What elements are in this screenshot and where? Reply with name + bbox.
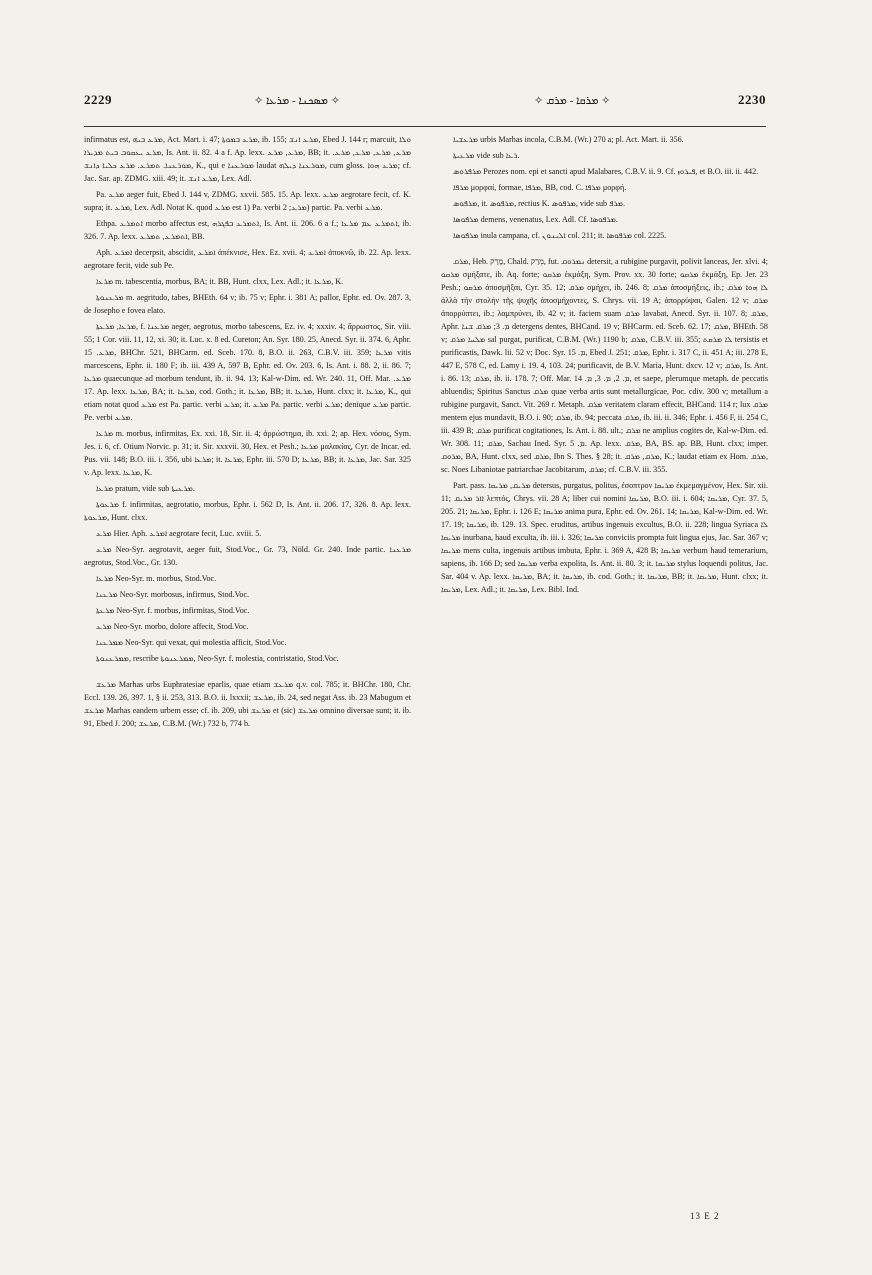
header-rule xyxy=(84,126,766,127)
dictionary-entry: Ethpa. ܐܬܡܪܥ morbo affectus est, ܐܬܡܪܥ ܒܦܓܪܗ, Is. Ant. ii. 206. 6 a f.; ܐܬܡܪܥ ܥܡ ܡܪܥܐ, ib. 326. 7. Ap. lexx. ܐܬܡܪܥ, ܬܡܪܥ, BB. xyxy=(84,219,411,241)
dictionary-entry: ܡܡܪܥܢܘܬܐ, rescribe ܡܡܪܥܢܘܬܐ, Neo-Syr. f. molestia, contristatio, Stod.Voc. xyxy=(96,654,339,663)
dictionary-entry: ܡܪܥܫ Marhas urbs Euphratesiae eparlis, quae etiam ܡܪܥܫ q.v. col. 785; it. BHChr. 180, Chr. Eccl. 139. 26, 397. 1, § ii. 253, 313. B.O. ii. lxxxii; ܡܪܥܫ, ib. 24, sed negat Ass. ib. 23 Mabugum et ܡܪܥܫ Marhas eandem urbem esse; cf. ib. 209, ubi ܡܪܥܫ et (sic) ܡܪܥܫ omnino diversae sunt; it. ib. 91, Ebed J. 200; ܡܪܥܫ, C.B.M. (Wr.) 732 b, 774 b. xyxy=(84,680,412,728)
dictionary-entry: ܡܪܦܘܣܐ demens, venenatus, Lex. Adl. Cf. ܡܪܦܘܣܐ. xyxy=(453,215,618,224)
dictionary-entry: ܡܪܥܬܐ Neo-Syr. f. morbus, infirmitas, Stod.Voc. xyxy=(96,606,250,615)
dictionary-entry: ܡܪܩ, Heb. מָרַק, Chald. מְרַק, fut. ܢܡܪܘܩ detersit, a rubigine purgavit, polivit lanceas, Jer. xlvi. 4; ܡܪܩܘ σμήξατε, ib. Aq. forte; ܡܪܩܘ ἐκμάξη, Sym. Prov. xx. 30 forte; ܡܪܩܘ ἐκμάξη, Ep. Jer. 23 Pesh.; ܡܪܩܘ ἀποσμῆξαι, Cyr. 35. 12; ܡܪܩ σμήχει, ib. 246. 8; ܡܪܩ ἀποσμήξεις, ib.; ܠܐ ܗܘܐ ܡܪܩ ἀλλὰ τὴν στολὴν τῆς ψυχῆς ἀποσμήχοντες, S. Chrys. vii. 19 A; ἀπορρύψαι, Galen. 12 v; ܡܪܩ ἀπορρύπτει, ib.; λαμπρύνει, ib. 42 v; it. faciem suam ܡܪܩ lavabat, Anecd. Syr. ii. 107. 8; ܡܪܩ, Aphr. ܡ. 3; ܡܪܩ ܫܢܐ detergens dentes, BHCand. 19 v; BHCarm. ed. Sceb. 62. 17; ܡܪܩ, BHEth. 58 v; ܡܠܚܐ ܡܪܩ sal purgat, purificat, C.B.M. (Wr.) 1190 b; ܡܪܩ, C.B.V. iii. 355; ܠܐ ܡܪܩܬ tersistis et purificastis, Dawk. lii. 52 v; Doc. Syr. ܡ. 15, Ebed J. 251; ܡܪܩ, Ephr. i. 317 C, ii. 451 A; iii. 278 E, 447 E, 578 C, ed. Lamy i. 19. 4, 103. 24; purificavit, de B.V. Maria, Hunt. dxcv. 12 v; ܡܪܩ, Is. Ant. i. 86. 13; ܡܪܩ, ib. ii. 178. 7; Off. Mar. ܡ. 2, ܡ. 3, ܡ. 14, et saepe, plerumque metaph. de peccatis abluendis; Spiritus Sanctus ܡܪܩ quae verba artis sunt metallurgicae, Poc. cdiv. 300 v; metallum a rubigine purgavit, Sanct. Vit. 269 r. Metaph. ܡܪܩ veritatem claram effecit, BHCand. 114 r; lux ܡܪܩ mentem ejus mundavit, B.O. i. 90; ܡܪܩ, ib. 94; peccata ܡܪܩ, ib. iii. ii. 346; Ephr. i. 456 F, ii. 254 C, iii. 439 B; ܡܪܩ purificat cogitationes, Is. Ant. i. 88. ult.; ܡܪܩ ne amplius cogites de, Kal-w-Dim. ed. Wr. 308. 11; ܡܪܩ, Sachau Ined. Syr. ܡ. 5. Ap. lexx. ܡܪܩ, BA, BS. ap. BB, Hunt. clxx; imper. ܡܪܘܩ, BA, Hunt. clxx, sed ܡܪܩ, Ibn S. Thes. § 28; it. ܡܪܩ, ܡܪܩ, K.; laudat etiam ex Hom. ܡܪܩ, sc. Noes Libaniotae patriarchae Jacobitarum, ܡܪܩ; cf. C.B.V. iii. 355. xyxy=(441,257,769,474)
dictionary-entry: ܡܪܥܘܬܐ f. infirmitas, aegrotatio, morbus, Ephr. i. 562 D, Is. Ant. ii. 206. 17, 326. 8. Ap. lexx. ܡܪܥܘܬܐ, Hunt. clxx. xyxy=(84,500,411,522)
dictionary-entry: ܡܪܥܢܘܬܐ m. aegritudo, tabes, BHEth. 64 v; ib. 75 v; Ephr. i. 381 A; pallor, Ephr. ed. Ov. 287. 3, de Josepho e fovea elato. xyxy=(84,293,411,315)
dictionary-entry: ܡܪܦܘܣ, it. ܡܪܦܘܣ, rectius K. ܡܪܦܘܣ, vide sub ܡܪܦ. xyxy=(453,199,626,208)
page-number-right: 2230 xyxy=(738,92,766,107)
running-head-right: ✧ ܡܪܩܐ - ܡܪܩ ✧ xyxy=(534,95,611,107)
dictionary-entry: ܡܪܥܐ, ܡܪܥܬܐ, f. ܡܪܥܢܐ aeger, aegrotus, morbo tabescens, Ez. iv. 4; xxxiv. 4; ἄρρωστος, Sir. viii. 55; 1 Cor. viii. 11, 12, xi. 30; it. Luc. x. 8 ed. Cureton; An. Syr. 180. 25, Anecd. Syr. ii. 374. 6, Aphr. ܡܪܥ. 15, BHChr. 521, BHCarm. ed. Sceb. 170. 8, B.O. ii. 263, C.B.V. iii. 359; ܡܪܥܐ vitis marcescens, Ephr. ii. 180 F; ib. iii. 439 A, 597 B, Ephr. ed. Ov. 203. 6, Is. Ant. i. 88. 2, ii. 86. 7; ܡܪܥܐ quaecunque ad morbum tendunt, ib. ii. 94. 13; Kal-w-Dim. ed. Wr. 240. 11, Off. Mar. ܡܪܥ. 17. Ap. lexx. ܡܪܥܐ, BA; it. ܡܪܥܐ, cod. Goth.; it. ܡܪܥܐ, BB; it. ܡܪܥܐ, Hunt. clxx; it. ܡܪܥܐ, K., qui etiam notat quod ܡܪܥ est Pa. partic. verbi ܡܪܥ; it. ܡܪܥ Pa. partic. verbi ܡܪܥ; denique ܡܪܥ partic. Pe. verbi ܡܪܥ. xyxy=(84,322,411,422)
section-gap xyxy=(441,245,768,255)
dictionary-entry: ܡܪܥ Hier. Aph. ܐܡܪܥ aegrotare fecit, Luc. xviii. 5. xyxy=(96,529,262,538)
section-gap xyxy=(84,668,411,678)
right-column xyxy=(441,133,768,599)
dictionary-entry: ܡܪܦܐ μορφαί, formae, ܡܪܦܐ, BB, cod. C. ܡܪܦܐ μορφή. xyxy=(453,183,627,192)
signature-mark: 13 E 2 xyxy=(690,1211,720,1221)
dictionary-entry: Part. pass. ܡܪܝܩ, ܡܪܝܩܐ detersus, purgatus, politus, ἐσοπτρον ܡܪܝܩܐ ἐκμεμαγμένον, Hex. Sir. xii. 11; ܐܐܪ ܡܪܝܩ λεπτός, Chrys. vii. 28 A; liber cui nomini ܡܪܝܩܐ, B.O. iii. i. 604; ܡܪܝܩܐ, Cyr. 37. 5, 205. 21; ܡܪܝܩܐ, Ephr. i. 126 E; ܡܪܝܩܐ anima pura, Ephr. ed. Ov. 261. 14; ܡܪܝܩܐ, Kal-w-Dim. ed. Wr. 17. 19; ܡܪܝܩܐ, ib. 129. 13. Spec. eruditus, artibus ingenuis excultus, B.O. ii. 228; lingua Syriaca ܠܐ ܡܪܝܩܐ inurbana, haud exculta, ib. iii. i. 326; ܡܪܝܩܐ conviciis prompta fuit lingua ejus, Jac. Sar. 367 v; ܡܪܝܩܐ mens culta, ingenuis artibus imbuta, Ephr. i. 369 A, 428 B; ܡܪܝܩܐ verbum haud temerarium, sapiens, ib. 166 D; sed ܡܪܝܩܐ verba expolita, Is. Ant. ii. 80. 3; it. ܡܪܝܩܐ stylus loquendi politus, Jac. Sar. 404 v. Ap. lexx. ܡܪܝܩܐ, BA; it. ܡܪܝܩܐ, ib. cod. Goth.; it. ܡܪܝܩܐ, BB; it. ܡܪܝܩܐ, Hunt. clxx; it. ܡܪܝܩܐ, Lex. Adl.; it. ܡܪܝܩܐ, Lex. Bibl. Ind. xyxy=(441,481,769,594)
dictionary-entry: ܡܪܥܫܝܐ urbis Marhas incola, C.B.M. (Wr.) 270 a; pl. Act. Mart. ii. 356. xyxy=(453,135,684,144)
dictionary-entry: infirmatus est, ܡܪܥ ܒܝܗ, Act. Mart. i. 47; ܡܪܥ ܒܡܘܬܐ, ib. 155; ܡܪܥ ܐܢܫ, Ebed J. 144 r; marcuit, ܘܠܐ ܡܪܥ ܝܥܩܘܒ ܒܝܬ ܡܕܝܪܐ, Is. Ant. ii. 82. 4 a f. Ap. lexx. ܡܪܥ, ܡܪܥ, BB; it. ܡܪܥ, ܡܪܥ, ܡܪܥ, ܡܪܥ. ܡܘܪܥܢܐ. ܬܡܪܥ. ܡܪܥ ܟܠܝܐ ܕܐܢܫ, K., qui e ܡܘܪܥܢܐ laudat ܡܘܪܥܢܐ ܕܝܠܗ, cum gloss. ܡܪܥ ܗܘܐ; cf. Jac. Sar. ap. ZDMG. xiii. 49; it. ܡܪܥ ܐܢܫ, Lex. Adl. xyxy=(84,135,411,183)
dictionary-entry: ܡܪܦܘܣܐ inula campana, cf. ܐܠܝܢܘܢ col. 211; it. ܡܪܦܘܣܐ col. 2225. xyxy=(453,231,667,240)
dictionary-entry: ܡܪܥܐ Neo-Syr. m. morbus, Stod.Voc. xyxy=(96,574,217,583)
dictionary-entry: ܡܪܥ Neo-Syr. aegrotavit, aeger fuit, Stod.Voc., Gr. 73, Nöld. Gr. 240. Inde partic. ܡܪܥܢܐ aegrotus, Stod.Voc., Gr. 130. xyxy=(84,545,411,567)
dictionary-entry: ܡܪܥܐ m. tabescentia, morbus, BA; it. BB, Hunt. clxx, Lex. Adl.; it. ܡܪܥܐ, K. xyxy=(96,277,344,286)
running-head-left: ✧ ܡܣܟܢܐ - ܡܪܥܐ ✧ xyxy=(254,95,340,107)
dictionary-entry: ܡܪܥ Neo-Syr. morbo, dolore affecit, Stod.Voc. xyxy=(96,622,249,631)
dictionary-entry: ܡܪܥܐ pratum, vide sub ܡܪܥܝܬܐ. xyxy=(96,484,195,493)
dictionary-entry: ܡܡܪܥܢܐ Neo-Syr. qui vexat, qui molestia afficit, Stod.Voc. xyxy=(96,638,287,647)
dictionary-entry: ܡܪܥܢܐ Neo-Syr. morbosus, infirmus, Stod.Voc. xyxy=(96,590,250,599)
left-column xyxy=(84,133,411,733)
page-header xyxy=(84,92,766,116)
dictionary-entry: ܡܪܥܝܬܐ vide sub ܪܥܐ. xyxy=(453,151,520,160)
dictionary-entry: ܡܪܥܐ m. morbus, infirmitas, Ex. xxi. 18, Sir. ii. 4; ἀρρώστημα, ib. xxi. 2; ap. Hex. νόσος, Sym. Jes. i. 6, cf. Otium Norvic. p. 31; it. Sir. xxxvii. 30, Hex. et Pesh.; ܡܪܥܐ μαλακίας, Cyr. de Incar. ed. Pus. vii. 148; B.O. iii. i. 356, ubi ܡܪܥܐ; it. ܡܪܥܐ, Ephr. iii. 570 D; ܡܪܥܐ, BB; it. ܡܪܥܐ, Jac. Sar. 325 v. Ap. lexx. ܡܪܥܐ, K. xyxy=(84,429,411,477)
dictionary-entry: ܡܪܦܪܘܣ Perozes nom. epi et sancti apud Malabares, C.B.V. ii. 9. Cf. ܦܝܪܘܙ, et B.O. iii. ii. 442. xyxy=(453,167,759,176)
dictionary-entry: Aph. ܐܡܪܥ decerpsit, abscidit, ܐܡܪܥ ἀπέκνισε, Hex. Ez. xvii. 4; ܐܡܪܥ ἀποκνῶ, ib. 22. Ap. lexx. aegrotare fecit, vide sub Pe. xyxy=(84,248,411,270)
dictionary-entry: Pa. ܡܪܥ aeger fuit, Ebed J. 144 v, ZDMG. xxvii. 585. 15. Ap. lexx. ܡܪܥ aegrotare fecit, cf. K. supra; it. ܡܪܥ, Lex. Adl. Notat K. quod ܡܪܥ est 1) Pa. verbi ܡܪܥ; 2) partic. Pa. verbi ܡܪܥ. xyxy=(84,190,411,212)
page-number-left: 2229 xyxy=(84,92,112,107)
